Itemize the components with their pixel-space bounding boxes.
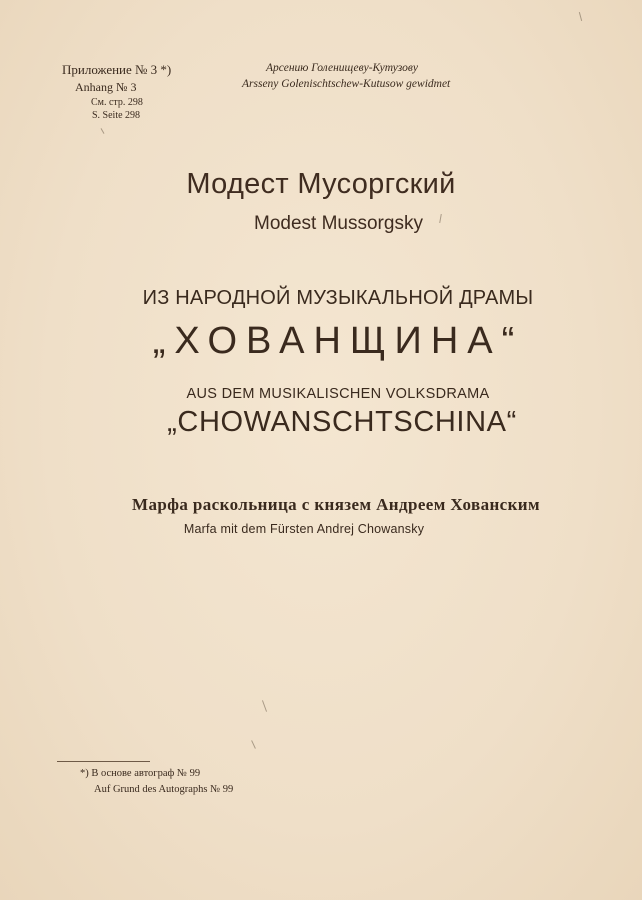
paper-speck [101,128,105,134]
scene-title-de: Marfa mit dem Fürsten Andrej Chowansky [183,522,425,536]
footnote-ru: *) В основе автограф № 99 [80,768,201,779]
footnote-divider [57,761,150,762]
opera-title-de: „CHOWANSCHTSCHINA“ [167,406,517,438]
paper-speck [251,740,256,749]
opera-subtitle-ru: ИЗ НАРОДНОЙ МУЗЫКАЛЬНОЙ ДРАМЫ [142,287,534,309]
opera-subtitle-de: AUS DEM MUSIKALISCHEN VOLKSDRAMA [186,386,490,402]
appendix-label-de: Anhang № 3 [75,80,137,94]
composer-name-de: Modest Mussorgsky [254,213,423,234]
opera-title-ru: „ХОВАНЩИНА“ [152,320,524,362]
footnote-de: Auf Grund des Autographs № 99 [94,784,234,795]
page-reference-de: S. Seite 298 [92,110,141,121]
dedication-ru: Арсению Голенищеву-Кутузову [266,62,418,74]
page-reference-ru: См. стр. 298 [91,97,143,108]
appendix-label-ru: Приложение № 3 *) [62,62,172,77]
scene-title-ru: Марфа раскольница с князем Андреем Хованским [132,495,540,514]
dedication-de: Arsseny Golenischtschew-Kutusow gewidmet [242,78,451,90]
paper-speck [579,12,582,21]
paper-speck [262,700,267,712]
composer-name-ru: Модест Мусоргский [186,168,456,200]
